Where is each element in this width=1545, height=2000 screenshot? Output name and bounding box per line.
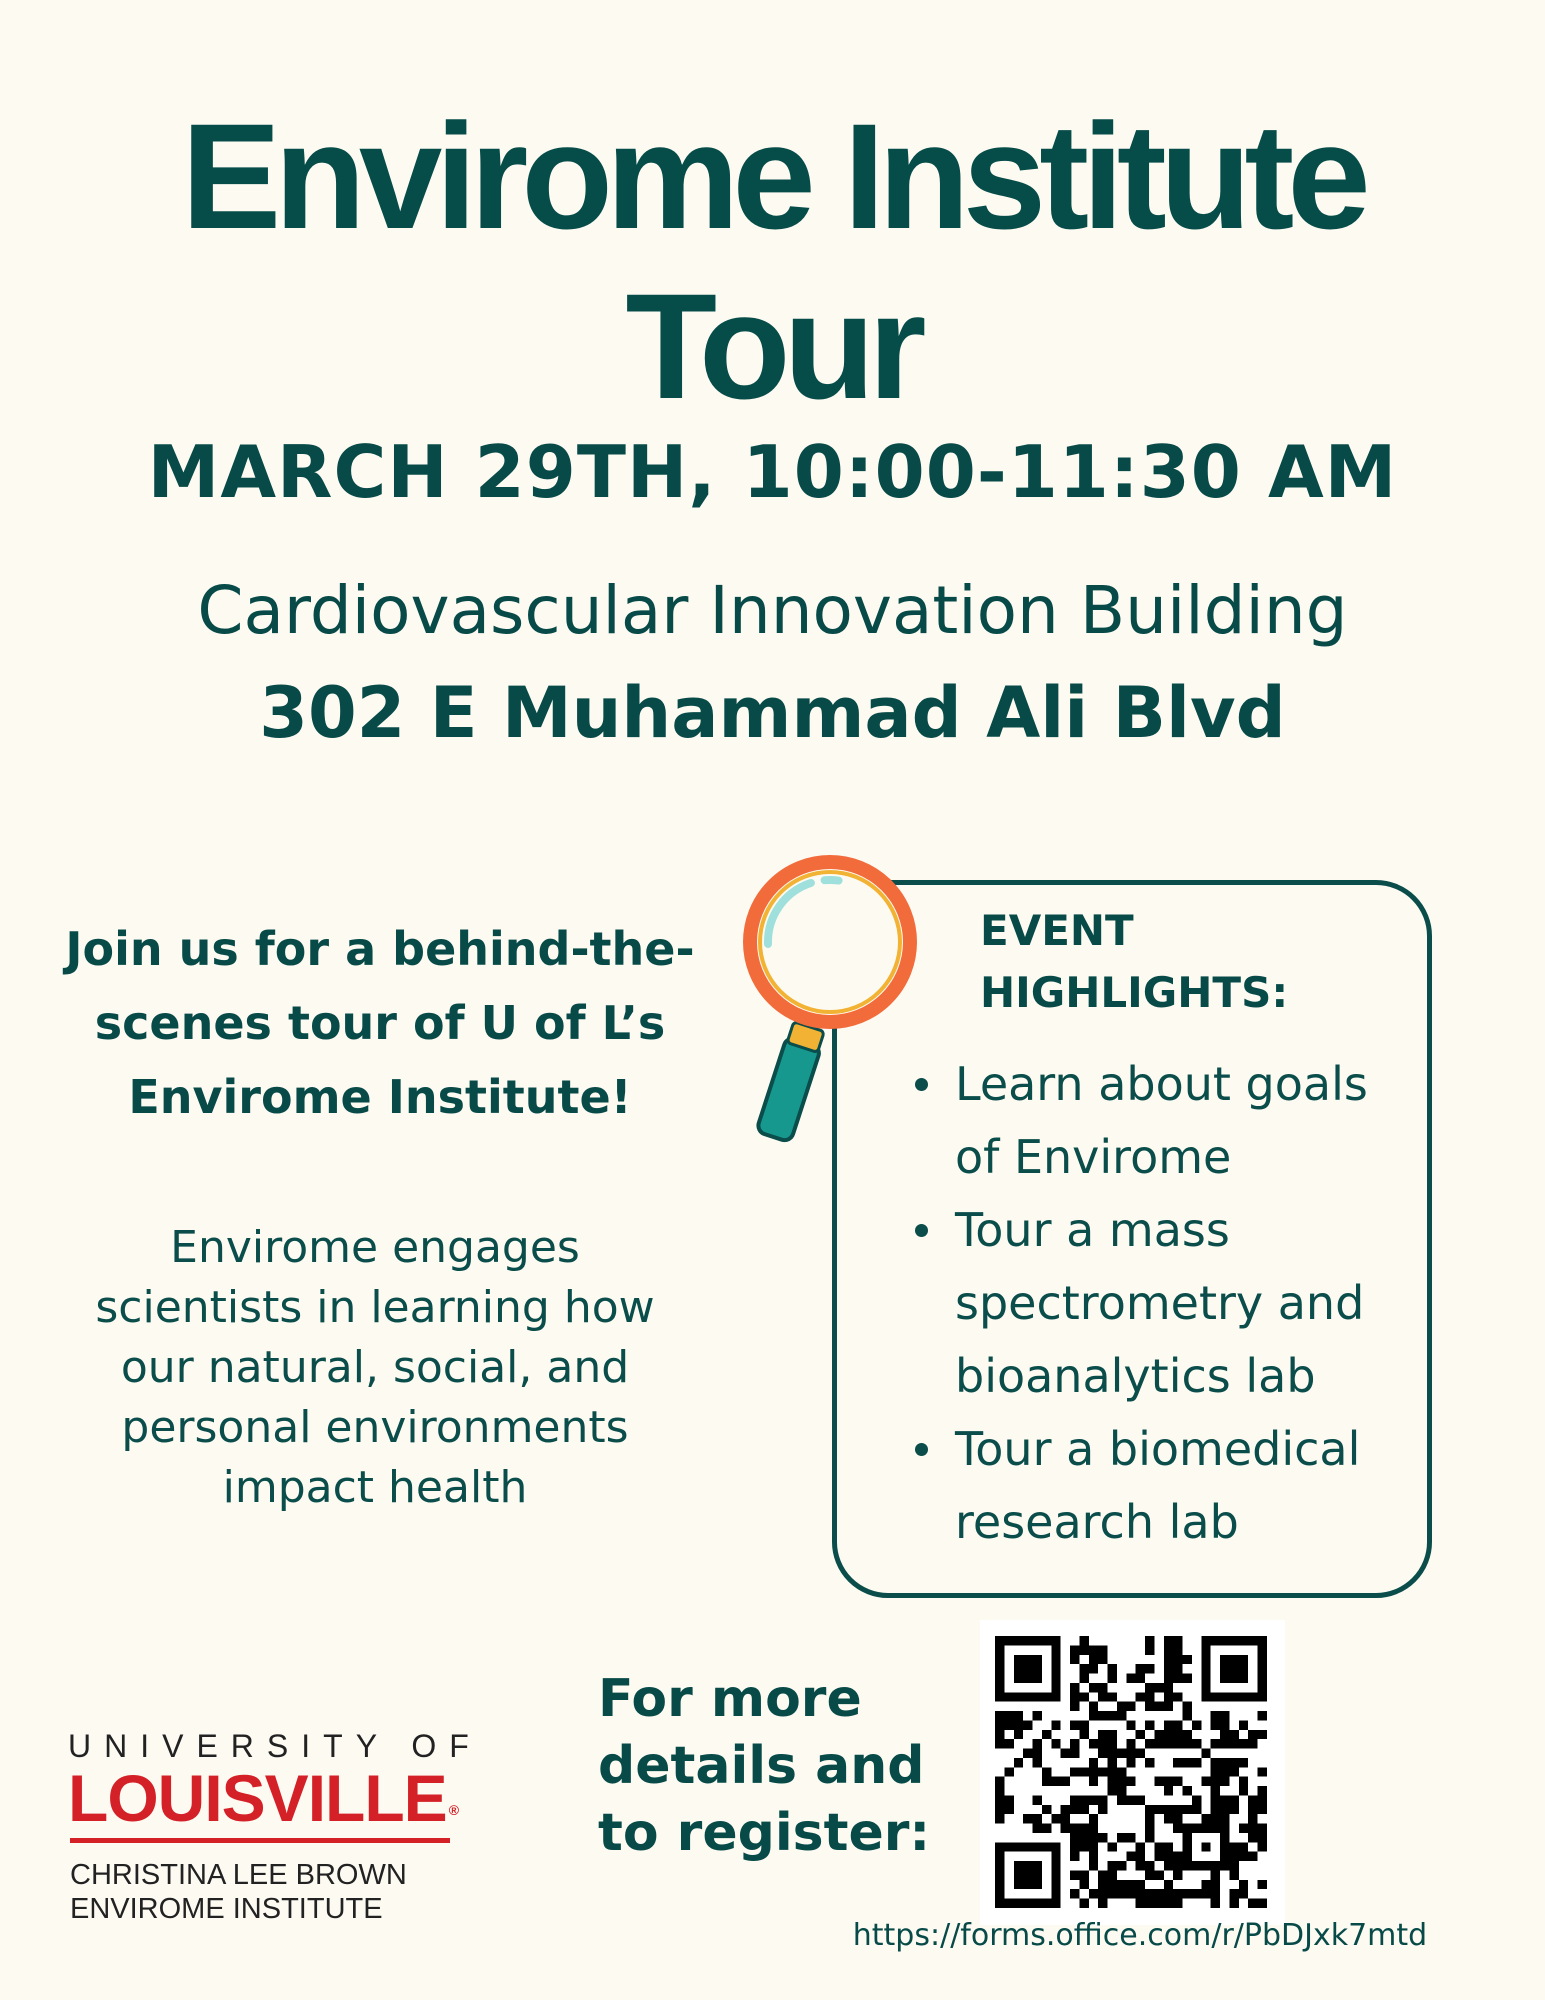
title-line-1: Envirome Institute	[181, 92, 1364, 260]
event-venue: Cardiovascular Innovation Building	[197, 572, 1348, 649]
logo-rule	[70, 1838, 450, 1843]
register-prompt: For more details and to register:	[598, 1669, 931, 1863]
logo-subtitle	[70, 1858, 490, 1926]
highlight-item: Learn about goals of Envirome	[905, 1048, 1405, 1194]
logo-university-of: UNIVERSITY OF	[68, 1728, 482, 1764]
intro-description: Envirome engages scientists in learning how our natural, social, and personal environments impact health	[95, 1222, 655, 1513]
highlights-list	[905, 1048, 1405, 1559]
logo-louisville-text: LOUISVILLE	[68, 1761, 447, 1835]
title-line-2: Tour	[625, 262, 920, 430]
logo-registered-mark: ®	[448, 1802, 460, 1818]
intro-headline: Join us for a behind-the-scenes tour of U of L’s Envirome Institute!	[65, 922, 695, 1124]
logo-louisville	[68, 1760, 488, 1836]
event-address: 302 E Muhammad Ali Blvd	[259, 672, 1286, 754]
highlight-item: Tour a biomedical research lab	[905, 1413, 1405, 1559]
magnifying-glass-icon	[720, 846, 930, 1156]
qr-code-icon[interactable]	[995, 1636, 1267, 1908]
register-url[interactable]: https://forms.office.com/r/PbDJxk7mtd	[852, 1918, 1428, 1953]
logo-subtitle-line-1: CHRISTINA LEE BROWN	[70, 1859, 407, 1891]
event-datetime: MARCH 29TH, 10:00-11:30 AM	[147, 430, 1398, 514]
highlight-item: Tour a mass spectrometry and bioanalytics lab	[905, 1194, 1405, 1413]
logo-subtitle-line-2: ENVIROME INSTITUTE	[70, 1893, 383, 1925]
highlights-title: EVENT HIGHLIGHTS:	[980, 906, 1289, 1017]
